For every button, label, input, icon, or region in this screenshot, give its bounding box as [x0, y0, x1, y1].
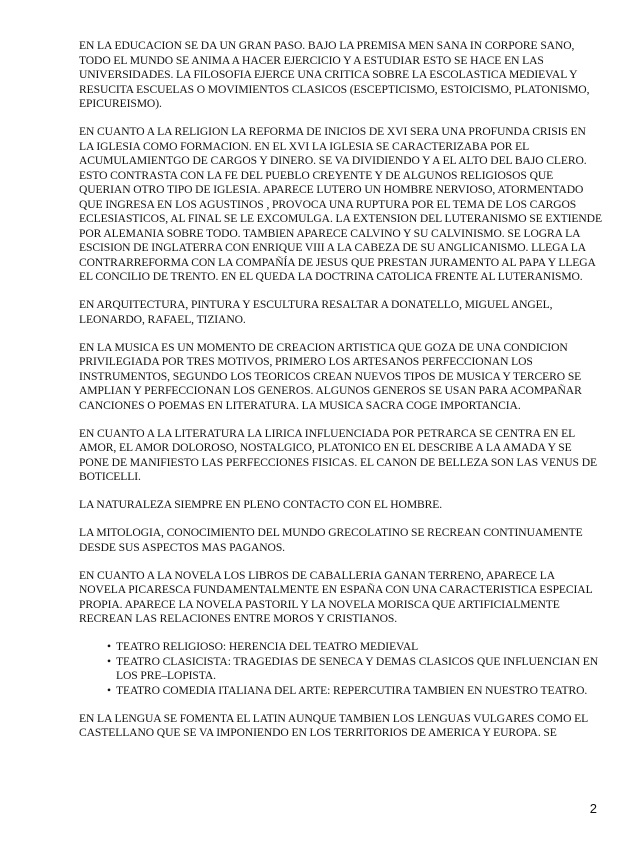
paragraph-naturaleza: LA NATURALEZA SIEMPRE EN PLENO CONTACTO CON EL HOMBRE.: [79, 498, 443, 511]
list-item: [107, 640, 603, 655]
list-item-text: TEATRO COMEDIA ITALIANA DEL ARTE: REPERCUTIRA TAMBIEN EN NUESTRO TEATRO.: [116, 683, 588, 697]
bullet-icon: •: [107, 654, 111, 668]
document-body: [79, 39, 603, 754]
page-number: 2: [589, 801, 597, 816]
bullet-icon: •: [107, 640, 111, 653]
list-item-text: TEATRO RELIGIOSO: HERENCIA DEL TEATRO MEDIEVAL: [116, 640, 419, 653]
paragraph-arquitectura: EN ARQUITECTURA, PINTURA Y ESCULTURA RESALTAR A DONATELLO, MIGUEL ANGEL, LEONARDO, RAFAEL, TIZIANO.: [79, 298, 553, 326]
list-item: [107, 684, 603, 699]
paragraph-novela: EN CUANTO A LA NOVELA LOS LIBROS DE CABALLERIA GANAN TERRENO, APARECE LA NOVELA PICARESCA FUNDAMENTALMENTE EN ESPAÑA CON UNA CARACTERISTICA ESPECIAL PROPIA. APARECE LA NOVELA PASTORIL Y LA NOVELA MORISCA QUE ARTIFICIALMENTE RECREAN LAS RELACIONES ENTRE MOROS Y CRISTIANOS.: [79, 568, 593, 625]
theatre-list: [79, 640, 603, 698]
paragraph-musica: EN LA MUSICA ES UN MOMENTO DE CREACION ARTISTICA QUE GOZA DE UNA CONDICION PRIVILEGIADA POR TRES MOTIVOS, PRIMERO LOS ARTESANOS PERFECCIONAN LOS INSTRUMENTOS, SEGUNDO LOS TEORICOS CREAN NUEVOS TIPOS DE MUSICA Y TERCERO SE AMPLIAN Y PERFECCIONAN LOS GENEROS. ALGUNOS GENEROS SE USAN PARA ACOMPAÑAR CANCIONES O POEMAS EN LITERATURA. LA MUSICA SACRA COGE IMPORTANCIA.: [79, 340, 582, 412]
list-item-text: TEATRO CLASICISTA: TRAGEDIAS DE SENECA Y DEMAS CLASICOS QUE INFLUENCIAN EN LOS PRE–LOPISTA.: [116, 654, 599, 682]
paragraph-literatura: EN CUANTO A LA LITERATURA LA LIRICA INFLUENCIADA POR PETRARCA SE CENTRA EN EL AMOR, EL AMOR DOLOROSO, NOSTALGICO, PLATONICO EN EL DESCRIBE A LA AMADA Y SE PONE DE MANIFIESTO LAS PERFECCIONES FISICAS. EL CANON DE BELLEZA SON LAS VENUS DE BOTICELLI.: [79, 426, 597, 483]
paragraph-lengua: EN LA LENGUA SE FOMENTA EL LATIN AUNQUE TAMBIEN LOS LENGUAS VULGARES COMO EL CASTELLANO QUE SE VA IMPONIENDO EN LOS TERRITORIOS DE AMERICA Y EUROPA. SE: [79, 711, 588, 739]
list-item: [107, 655, 603, 684]
paragraph-religion: EN CUANTO A LA RELIGION LA REFORMA DE INICIOS DE XVI SERA UNA PROFUNDA CRISIS EN LA IGLESIA COMO FORMACION. EN EL XVI LA IGLESIA SE CARACTERIZABA POR EL ACUMULAMIENTGO DE CARGOS Y DINERO. SE VA DIVIDIENDO Y A EL ALTO DEL BAJO CLERO. ESTO CONTRASTA CON LA FE DEL PUEBLO CREYENTE Y DE ALGUNOS RELIGIOSOS QUE QUERIAN OTRO TIPO DE IGLESIA. APARECE LUTERO UN HOMBRE NERVIOSO, ATORMENTADO QUE INGRESA EN LOS AGUSTINOS , PROVOCA UNA RUPTURA POR EL TEMA DE LOS CARGOS ECLESIASTICOS, AL FINAL SE LE EXCOMULGA. LA EXTENSION DEL LUTERANISMO SE EXTIENDE POR ALEMANIA SOBRE TODO. TAMBIEN APARECE CALVINO Y SU CALVINISMO. SE LOGRA LA ESCISION DE INGLATERRA CON ENRIQUE VIII A LA CABEZA DE SU ANGLICANISMO. LLEGA LA CONTRARREFORMA CON LA COMPAÑÍA DE JESUS QUE PRESTAN JURAMENTO AL PAPA Y LLEGA EL CONCILIO DE TRENTO. EN EL QUEDA LA DOCTRINA CATOLICA FRENTE AL LUTERANISMO.: [79, 125, 602, 283]
bullet-icon: •: [107, 683, 111, 697]
paragraph-mitologia: LA MITOLOGIA, CONOCIMIENTO DEL MUNDO GRECOLATINO SE RECREAN CONTINUAMENTE DESDE SUS ASPECTOS MAS PAGANOS.: [79, 526, 583, 554]
paragraph-educacion: EN LA EDUCACION SE DA UN GRAN PASO. BAJO LA PREMISA MEN SANA IN CORPORE SANO, TODO EL MUNDO SE ANIMA A HACER EJERCICIO Y A ESTUDIAR ESTO SE HACE EN LAS UNIVERSIDADES. LA FILOSOFIA EJERCE UNA CRITICA SOBRE LA ESCOLASTICA MEDIEVAL Y RESUCITA ESCUELAS O MOVIMIENTOS CLASICOS (ESCEPTICISMO, ESTOICISMO, PLATONISMO, EPICUREISMO).: [79, 39, 590, 110]
